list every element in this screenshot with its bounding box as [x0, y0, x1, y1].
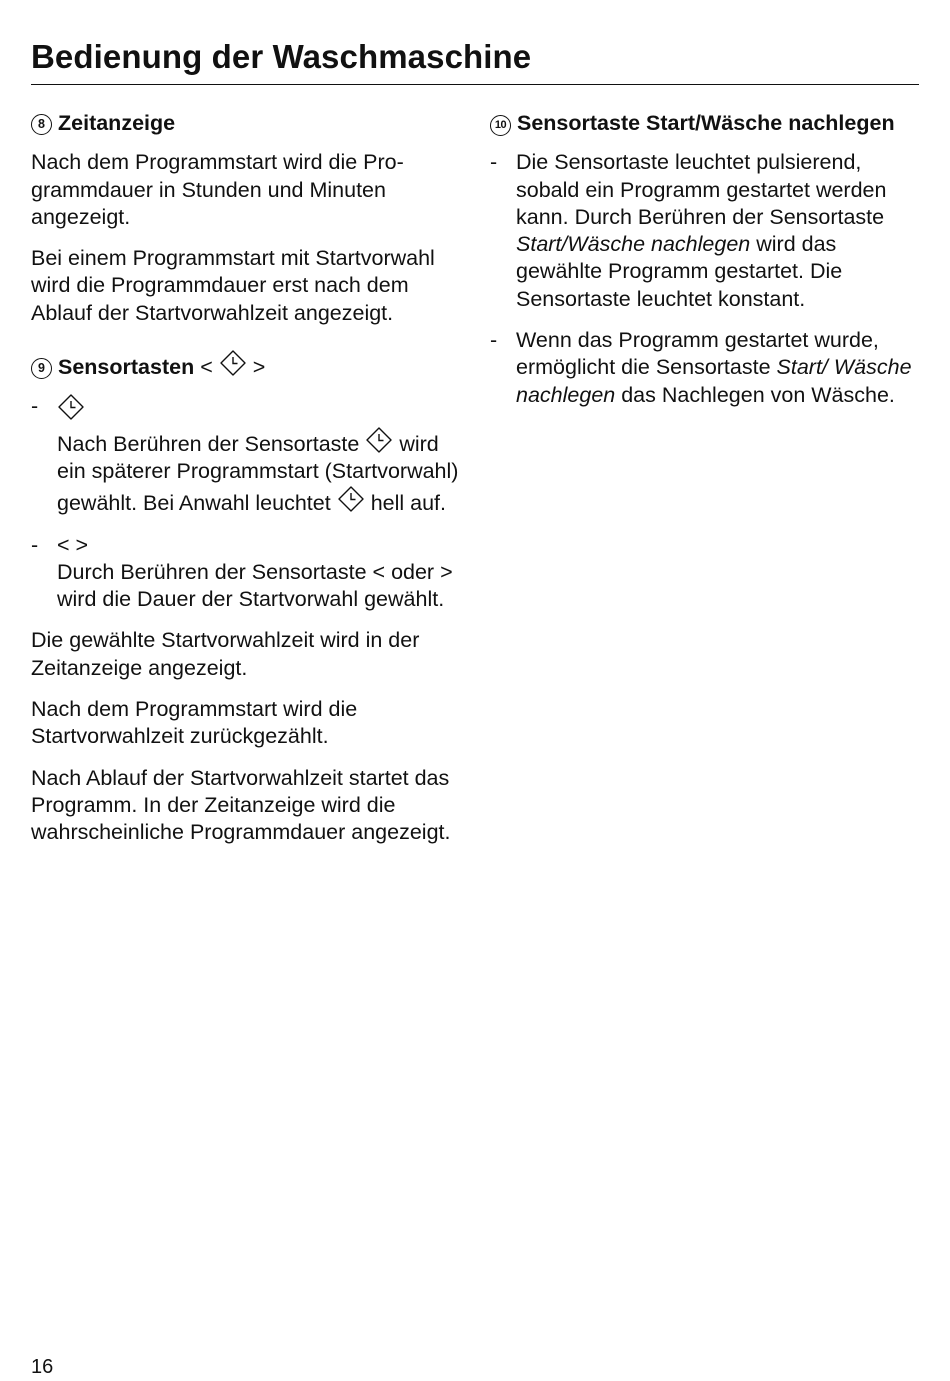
- section-8-marker: 8: [31, 114, 52, 135]
- section-9-item-startvorwahl: [31, 393, 471, 517]
- list-dash: -: [490, 328, 498, 353]
- section-8-paragraph-2: Bei einem Programmstart mit Startvorwahl wird die Programmdauer erst nach dem Ablauf der Startvorwahlzeit angezeigt.: [31, 246, 435, 325]
- item-text-part: wird das gewählte Programm gestartet. Die Sensortaste leuchtet konstant.: [516, 232, 843, 311]
- section-10-item-1: [490, 149, 925, 313]
- item-text-part: oder: [391, 559, 435, 584]
- clock-diamond-icon: [337, 485, 365, 513]
- section-9-paragraph-1: Die gewählte Startvorwahlzeit wird in der Zeitanzeige angezeigt.: [31, 628, 420, 680]
- item-text-part: Durch Berühren der Sensortaste: [57, 559, 367, 584]
- item-text-part: Nach Berühren der Sensortaste: [57, 431, 360, 456]
- item-italic-button-name: Start/ Wäsche nachlegen: [516, 355, 912, 407]
- list-dash: -: [490, 150, 498, 175]
- page-title: Bedienung der Waschmaschine: [31, 38, 532, 75]
- list-dash: -: [31, 394, 39, 419]
- section-8-paragraph-1: Nach dem Programmstart wird die Programmdauer in Stunden und Minuten angezeigt.: [31, 150, 404, 229]
- item-symbol-line: [57, 532, 471, 559]
- section-9-paragraph-2: Nach dem Programmstart wird die Startvorwahlzeit zurückgezählt.: [31, 697, 358, 749]
- section-10-heading: [490, 110, 925, 137]
- chevron-right-icon: >: [252, 355, 266, 380]
- section-9-heading: [31, 349, 471, 381]
- clock-diamond-icon: [57, 393, 85, 421]
- chevron-left-icon: <: [57, 532, 70, 557]
- item-text-part: wird ein späterer Programmstart (Startvorwahl) gewählt. Bei Anwahl leuchtet: [57, 431, 459, 516]
- item-text-part: wird die Dauer der Startvorwahl gewählt.: [57, 587, 445, 612]
- item-text-part: das Nachlegen von Wäsche.: [621, 382, 895, 407]
- section-8-title: Zeitanzeige: [58, 111, 176, 135]
- left-column: [31, 110, 471, 861]
- item-description: [57, 559, 471, 614]
- section-9-item-duration: [31, 532, 471, 614]
- section-8-heading: [31, 110, 471, 137]
- list-dash: -: [31, 532, 39, 557]
- section-10-marker: 10: [490, 115, 511, 136]
- page-number: 16: [31, 1356, 54, 1378]
- title-divider: [31, 84, 919, 85]
- item-italic-button-name: Start/Wäsche nachlegen: [516, 232, 751, 257]
- right-column: [490, 110, 925, 423]
- section-9-title: Sensortasten: [58, 355, 195, 380]
- chevron-left-icon: <: [372, 559, 386, 584]
- section-10-title: Sensortaste Start/Wäsche nachlegen: [517, 111, 895, 135]
- item-text-part: Wenn das Programm gestartet wurde, ermöglicht die Sensortaste: [516, 328, 879, 380]
- section-10-item-2: [490, 327, 925, 409]
- chevron-right-icon: >: [440, 559, 453, 584]
- item-text-part: Die Sensortaste leuchtet pulsierend, sobald ein Programm gestartet werden kann. Durch Berühren der Sensortaste: [516, 150, 887, 229]
- clock-diamond-icon: [365, 426, 393, 454]
- item-text-part: hell auf.: [370, 491, 446, 516]
- clock-diamond-icon: [219, 349, 247, 377]
- item-symbol-line: [57, 393, 471, 425]
- section-9-paragraph-3: Nach Ablauf der Startvorwahlzeit startet das Programm. In der Zeitanzeige wird die wahrscheinliche Programmdauer angezeigt.: [31, 765, 451, 845]
- chevron-left-icon: <: [200, 355, 213, 380]
- chevron-right-icon: >: [75, 532, 89, 557]
- item-description: [57, 426, 471, 518]
- section-9-marker: 9: [31, 358, 52, 379]
